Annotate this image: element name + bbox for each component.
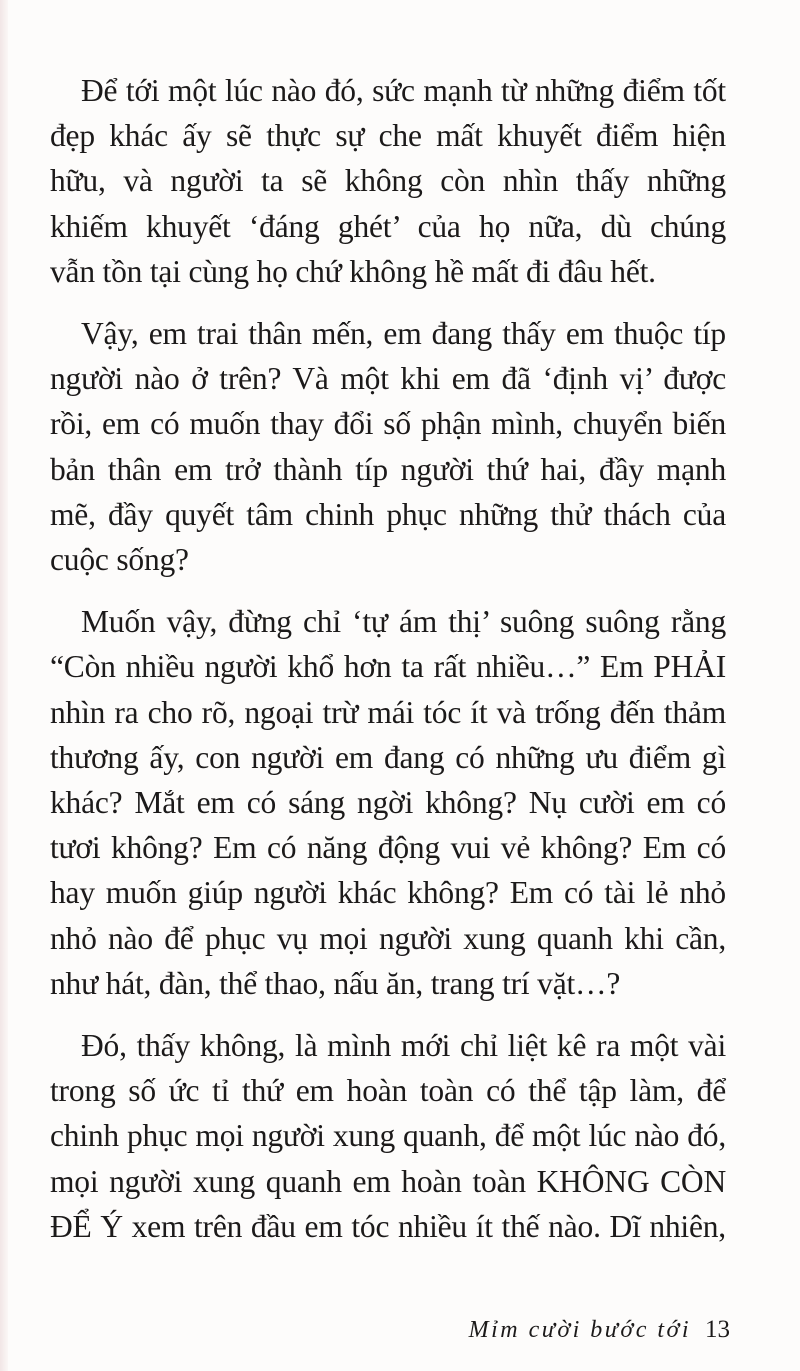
text-line: như hát, đàn, thể thao, nấu ăn, trang trí vặt…? [50,965,621,1001]
text-line: nhìn ra cho rõ, ngoại trừ mái tóc ít và trống đến thảm [50,694,726,730]
page-footer [430,1316,730,1344]
text-line: cuộc sống? [50,542,189,578]
paragraph-3 [50,599,726,1006]
text-line: Đó, thấy không, là mình mới chỉ liệt kê ra một vài [81,1028,726,1064]
text-line: Muốn vậy, đừng chỉ ‘tự ám thị’ suông suông rằng [81,604,726,640]
text-line: Để tới một lúc nào đó, sức mạnh từ những điểm tốt [81,73,726,108]
text-line: nhỏ nào để phục vụ mọi người xung quanh khi cần, [50,920,726,956]
text-line: “Còn nhiều người khổ hơn ta rất nhiều…” Em PHẢI [50,649,726,685]
text-line: Vậy, em trai thân mến, em đang thấy em thuộc típ [81,316,726,352]
text-line: chinh phục mọi người xung quanh, để một lúc nào đó, [50,1118,726,1154]
text-line: vẫn tồn tại cùng họ chứ không hề mất đi đâu hết. [50,253,656,289]
paragraph-2 [50,311,726,582]
text-line: khiếm khuyết ‘đáng ghét’ của họ nữa, dù chúng [50,208,726,244]
book-page-body [50,68,726,1249]
text-line: người nào ở trên? Và một khi em đã ‘định vị’ được [50,361,726,397]
text-line: khác? Mắt em có sáng ngời không? Nụ cười em có [50,785,726,821]
paragraph-4 [50,1023,726,1249]
text-line: thương ấy, con người em đang có những ưu điểm gì [50,739,726,775]
text-line: rồi, em có muốn thay đổi số phận mình, chuyển biến [50,406,726,442]
text-line: ĐỂ Ý xem trên đầu em tóc nhiều ít thế nào. Dĩ nhiên, [50,1208,726,1244]
text-line: tươi không? Em có năng động vui vẻ không? Em có [50,830,726,866]
paragraph-1 [50,68,726,294]
page-number: 13 [705,1316,730,1343]
text-line: bản thân em trở thành típ người thứ hai, đầy mạnh [50,451,726,487]
text-line: hay muốn giúp người khác không? Em có tài lẻ nhỏ [50,875,726,911]
running-title: Mỉm cười bước tới [468,1317,691,1343]
text-line: đẹp khác ấy sẽ thực sự che mất khuyết điểm hiện [50,118,726,154]
text-line: hữu, và người ta sẽ không còn nhìn thấy những [50,163,726,199]
text-line: mẽ, đầy quyết tâm chinh phục những thử thách của [50,496,726,532]
text-line: mọi người xung quanh em hoàn toàn KHÔNG CÒN [50,1163,726,1199]
text-line: trong số ức tỉ thứ em hoàn toàn có thể tập làm, để [50,1073,726,1109]
page-edge-shadow [0,0,8,1371]
